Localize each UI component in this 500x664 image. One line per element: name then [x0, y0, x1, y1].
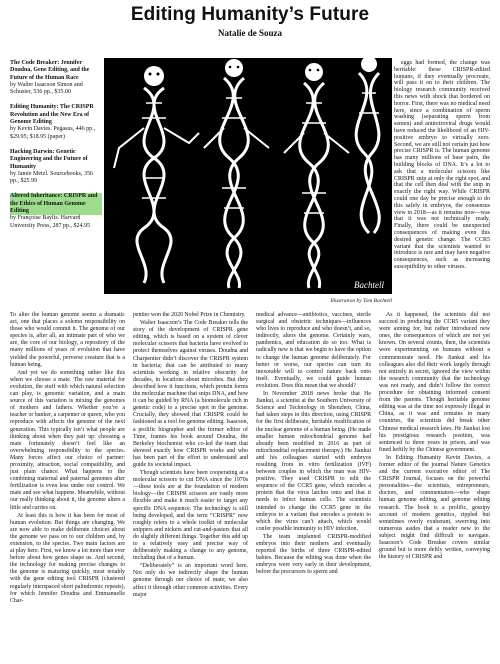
illustration-credit: Illustration by Tom Bachtell [330, 298, 392, 304]
book-entry [10, 193, 102, 229]
book-details: by Jamie Metzl. Sourcebooks, 356 pp., $25.99 [10, 170, 93, 185]
book-title: Editing Humanity: The CRISPR Revolution and the New Era of Genome Editing [10, 104, 94, 126]
dna-figures-image [104, 58, 392, 294]
book-list [10, 60, 102, 238]
paragraph: To alter the human genome seems a dramatic act, one that places a solemn responsibility on those who would commit it. The genome of our species is, after all, an intimate part of who we are, the core of our biology, a repository of the many millions of years of evolution that have yielded the powerful, perverse creature that is a human being. [10, 312, 125, 368]
book-entry [10, 104, 102, 140]
paragraph: eggs had formed, the change was heritable: these CRISPR-edited humans, if they eventually procreate, will pass it on to their children. The biology research community received this news with shock that bordered on horror. First, there was no medical need here, since a combination of sperm washing (separating sperm from semen) and antiretroviral drugs would have reduced the likelihood of an HIV-positive embryo to virtually zero. Second, we are still not certain just how precise CRISPR is. The human genome has many millions of base pairs, the building blocks of DNA. It’s a lot to ask that a molecular scissors like CRISPR snip at only the right spot, and that the cell then deal with the snip in exactly the right way. While CRISPR could one day be precise enough to do this safely in embryos, the consensus view in 2018—as it remains now—was that it was not technically ready. Finally, there could be unexpected consequences of making even this desired genetic change. The CCR5 variant that the scientists wanted to introduce is rare and may have negative consequences, such as increasing susceptibility to other viruses. [394, 60, 490, 270]
paragraph: In November 2018 news broke that He Jiankui, a scientist at the Southern University of Science and Technology in Shenzhen, China, had taken steps in this direction, using CRISPR for the first deliberate, heritable modification of the nuclear genome of a human being. (He made smaller human mitochondrial genome had already been modified in 2016 as part of mitochondrial replacement therapy.) He Jiankui and his colleagues started with embryos resulting from in vitro fertilization (IVF) between couples in which the man was HIV-positive. They used CRISPR to edit the sequence of the CCR5 gene, which encodes a protein that the virus latches onto and that it needs to infect human cells. The scientists intended to change the CCR5 gene in the embryos to a variant that encodes a protein to which the virus can’t attach, which would confer possible immunity to HIV infection. [256, 391, 371, 532]
book-entry [10, 60, 102, 96]
paragraph: At least this is how it has been for most of human evolution. But things are changing. We are now able to make deliberate choices about the genome we pass on to our children and, by extension, to the species. Two main factors are at play here. First, we know a lot more than ever before about how genes shape us. And second, the technology for making precise changes to the genome is maturing quickly, most notably with the gene editing tool CRISPR (clustered regularly interspaced short palindromic repeats), for which Jennifer Doudna and Emmanuelle Char- [10, 512, 125, 604]
book-title: Altered Inheritance: CRISPR and the Ethics of Human Genome Editing [10, 193, 102, 215]
paragraph: As it happened, the scientists did not succeed in producing the CCR5 variant they were aiming for, but rather introduced new ones, the consequences of which are not yet known. On several counts, then, the scientists were experimenting on humans without a commensurate need. He Jiankui and his colleagues also did their work largely through not entirely in secret, ignored the view within the research community that the technology was not ready, and didn’t follow the correct procedure for obtaining informed consent from the parents. Though heritable genome editing was at the time not expressly illegal in China, as it was and remains in many countries, the scientists did break other Chinese medical research laws. He Jiankui lost his prestigious research position, was sentenced to three years in prison, and was fined heftily by the Chinese government. [379, 312, 490, 453]
right-column-text [394, 60, 490, 272]
article-title: Editing Humanity’s Future [130, 4, 370, 25]
column-2 [133, 312, 248, 600]
paragraph: “Deliberately” is an important word here. Not only do we indirectly shape the human genome through our choice of mate; we also affect it through other common activities. Every major [133, 563, 248, 598]
book-details: by Walter Isaacson Simon and Schuster, 536 pp., $35.00 [10, 81, 83, 96]
paragraph: medical advance—antibiotics, vaccines, sterile surgical and obstetric techniques—influences who lives to reproduce and who doesn’t, and so, indirectly, alters the genome. Certainly wars, pandemics, and education do so too. What is radically new is that we begin to have the option to change the human genome deliberately. For better or worse, our species can turn its inexorable will to control nature back onto itself. Eventually, we could guide human evolution. Does this mean that we should? [256, 312, 371, 389]
dna-illustration [104, 58, 392, 294]
article-author: Natalie de Souza [218, 28, 282, 38]
illustration-signature: Bachtell [354, 280, 384, 290]
column-1 [10, 312, 125, 606]
book-entry [10, 149, 102, 185]
column-3 [256, 312, 371, 577]
paragraph: In Editing Humanity Kevin Davies, a former editor of the journal Nature Genetics and the current executive editor of The CRISPR Journal, focuses on the powerful personalities—the scientists, entrepreneurs, doctors, and commentators—who shape human genome editing, and genome editing research. The book is a prolific, gossipy account of modern genetics, rippled but sometimes overly exuberant, swerving into numerous asides that a reader new to the subject might find difficult to navigate. Isaacson’s Code Breaker covers similar ground but is more deftly written, conveying the history of CRISPR and [379, 454, 490, 561]
paragraph: And yet we do something rather like this when we choose a mate. The raw material for evolution, the stuff with which natural selection can play, is genomic variation, and a main source of this variation is mixing the genomes of mothers and fathers. Whether you’re a teacher or banker, a carpenter or queen, who you reproduce with affects the genome of the next generation. This typically isn’t what people are thinking about when they pair up: choosing a mate fortunately doesn’t feel like an overwhelming responsibility to the species. Many forces affect our choice of partner: proximity, attraction, social compatibility, and just plain chance. What happens to the combining maternal and paternal genomes after fertilization is even less under our control. We mate and see what happens. Meanwhile, without our really thinking about it, the genome alters a little and carries on. [10, 369, 125, 511]
book-title: Hacking Darwin: Genetic Engineering and the Future of Humanity [10, 148, 88, 170]
paragraph: Though scientists have been cooperating at a molecular scissors to cut DNA since the 1970s—these tools are at the foundation of modern biology—the CRISPR scissors are vastly more flexible and make it much easier to target any specific DNA sequence. The technology is still being developed, and the term “CRISPR” now roughly refers to a whole toolkit of molecular snippers and nickers and cut-and-pasters that all do slightly different things. Together this add up to a relatively easy and precise way of deliberately making a change to any genome, including that of a human. [133, 470, 248, 562]
paragraph: The team implanted CRISPR-modified embryos into their mothers and eventually reported the births of three CRISPR-edited babies. Because the editing was done when the embryos were very early in their development, before the precursors to sperm and [256, 533, 371, 576]
book-details: by Kevin Davies. Pegasus, 446 pp., $29.95; $18.95 (paper) [10, 126, 96, 140]
book-title: The Code Breaker: Jennifer Doudna, Gene Editing, and the Future of the Human Race [10, 60, 90, 81]
paragraph: pentier won the 2020 Nobel Prize in Chemistry. [133, 312, 246, 318]
book-details: by Françoise Baylis. Harvard University Press, 287 pp., $24.95 [10, 215, 90, 229]
column-4 [379, 312, 490, 562]
paragraph: Walter Isaacson’s The Code Breaker tells the story of the development of CRISPR gene editing, which is based on a system of clever molecular scissors that bacteria have evolved to protect themselves against viruses. Doudna and Charpentier didn’t discover the CRISPR system in bacteria; that can be attributed to many scientists working in relative obscurity for decades, in locations about microbes. But they described how it functions, which protein forms the molecular machine that snips DNA, and how it can be guided by RNA (a biomolecule rich in genetic code) to a precise spot in the genome. Crucially, they showed that CRISPR could be fashioned as a tool for genome editing. Isaacson, a prolific biographer and the former editor of Time, frames his book around Doudna, the Berkeley biochemist who co-led the team that showed exactly how CRISPR works and who has been part of the effort to understand and guide its societal impact. [133, 320, 248, 468]
